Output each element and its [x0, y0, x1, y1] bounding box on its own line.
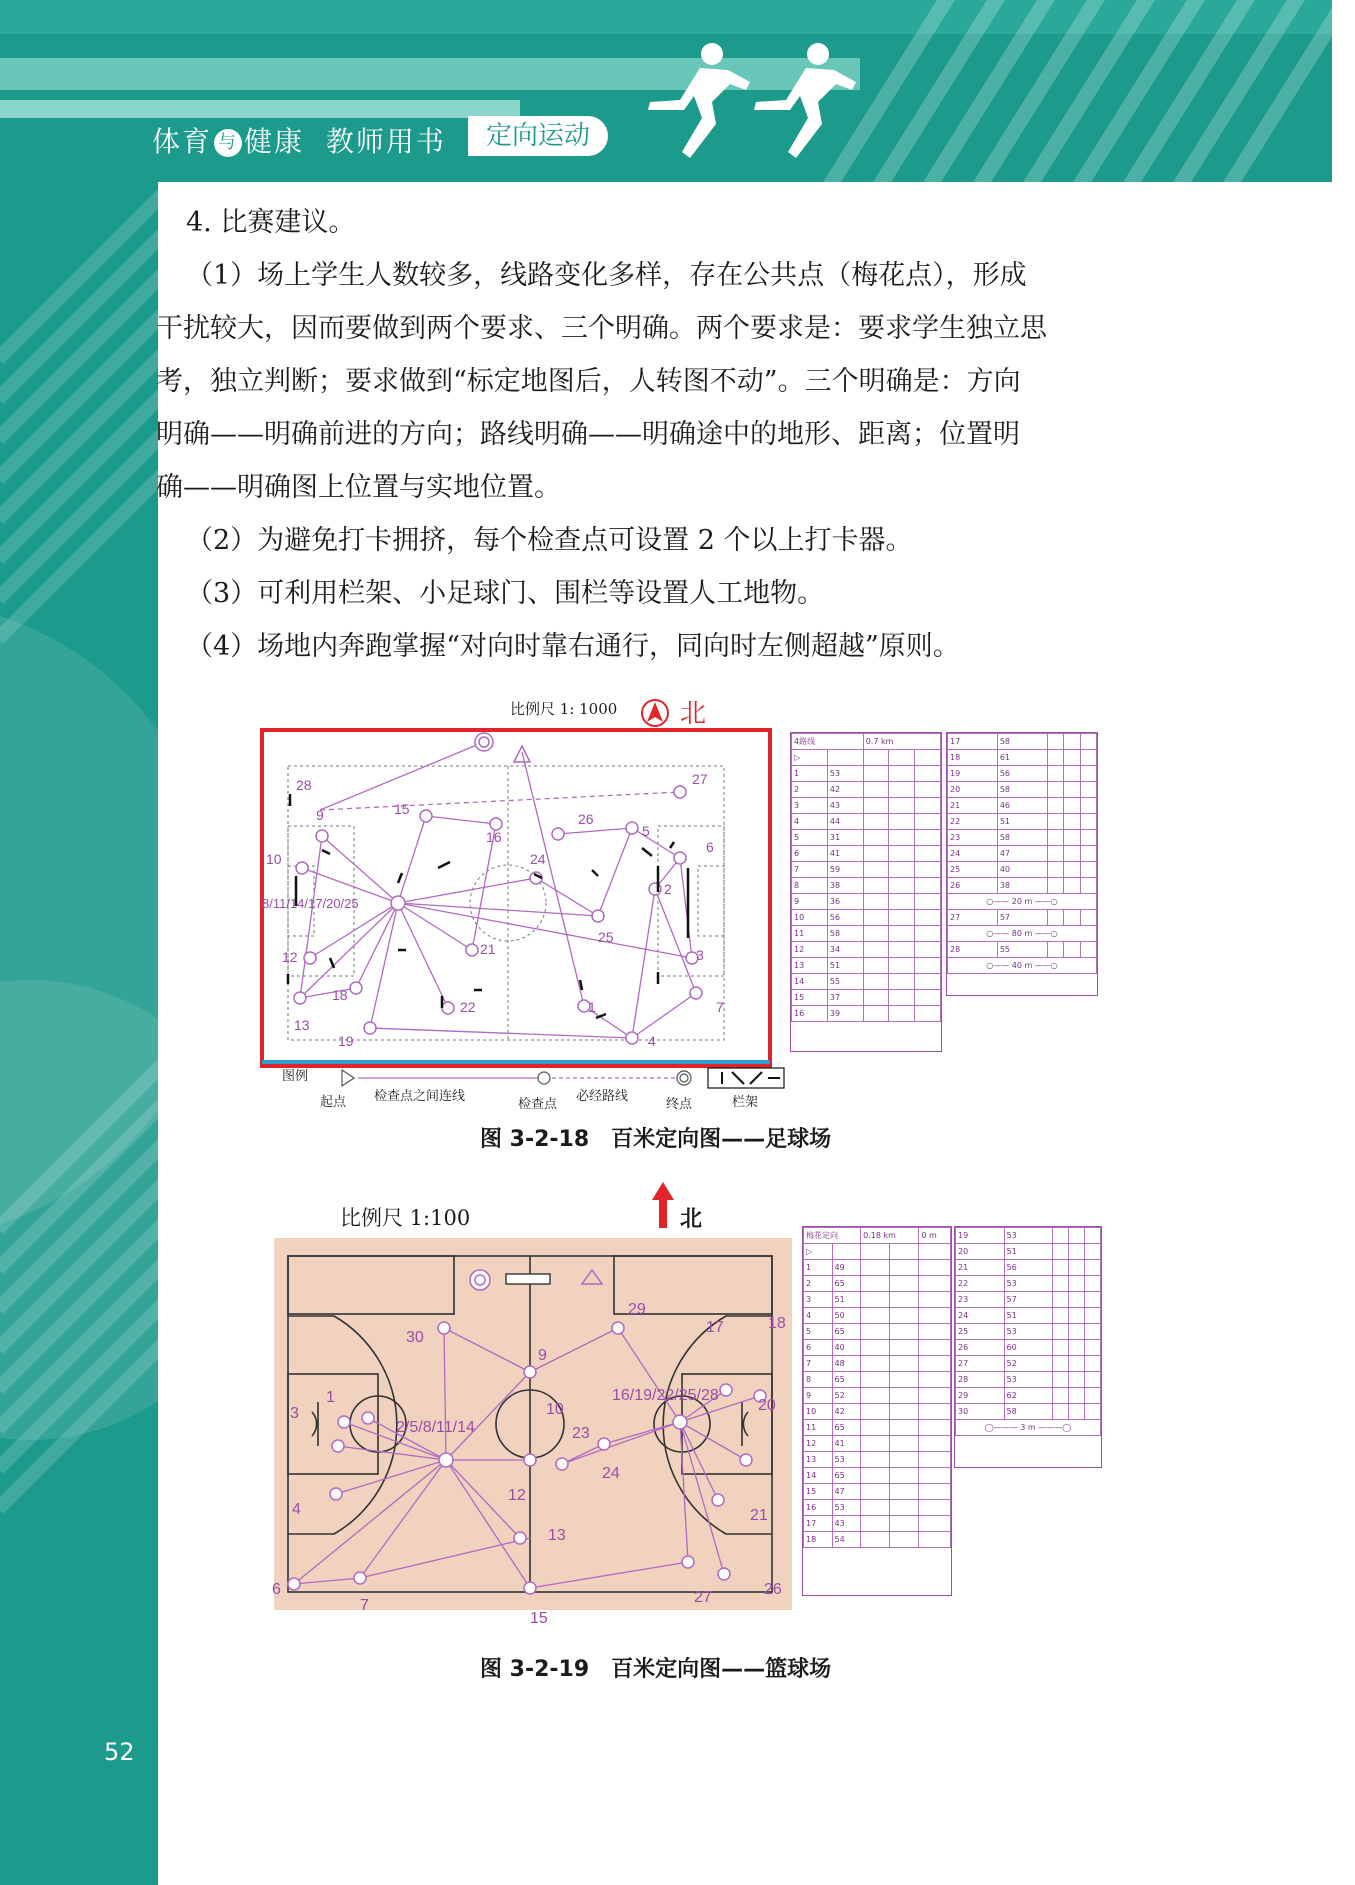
card-cell: 65 — [832, 1276, 861, 1292]
card-cell: 51 — [827, 958, 863, 974]
control-card-sheet: 梅花定向 0.18 km 0 m ▷ 1 49 2 65 3 51 4 50 5 65 6 40 7 48 8 65 9 52 10 42 11 65 12 41 13 53 14 65 15 47 16 53 17 43 18 54 — [802, 1226, 952, 1596]
figure1-caption: 图 3-2-18 百米定向图——足球场 — [480, 1127, 832, 1152]
card-cell: 26 — [956, 1340, 1005, 1356]
card-cell: 41 — [832, 1436, 861, 1452]
card-cell: 55 — [827, 974, 863, 990]
card-cell: 53 — [832, 1500, 861, 1516]
card-cell: 58 — [997, 782, 1047, 798]
control-label: 1 — [588, 999, 596, 1015]
paragraph-line: 明确——明确前进的方向；路线明确——明确途中的地形、距离；位置明 — [156, 419, 1020, 450]
control-label: 19 — [338, 1033, 354, 1049]
card-cell: 25 — [956, 1324, 1005, 1340]
paragraph-line: 确——明确图上位置与实地位置。 — [156, 472, 561, 503]
distance-label: 20 m — [1011, 897, 1033, 906]
card-cell: 28 — [956, 1372, 1005, 1388]
card-cell: 12 — [792, 942, 828, 958]
control-label: 25 — [598, 929, 614, 945]
card-cell: 24 — [948, 846, 998, 862]
card-header: 0 m — [919, 1228, 951, 1244]
control-label: 6 — [706, 839, 714, 855]
card-cell: 31 — [827, 830, 863, 846]
card-cell: 49 — [832, 1260, 861, 1276]
paragraph-line: 考，独立判断；要求做到“标定地图后，人转图不动”。三个明确是：方向 — [156, 366, 1021, 397]
control-label: 28 — [296, 777, 312, 793]
card-cell: 1 — [804, 1260, 833, 1276]
card-cell: 58 — [997, 830, 1047, 846]
paragraph-line: （4）场地内奔跑掌握“对向时靠右通行，同向时左侧超越”原则。 — [186, 631, 960, 662]
card-cell: 56 — [997, 766, 1047, 782]
card-cell: 9 — [804, 1388, 833, 1404]
figure2-caption: 图 3-2-19 百米定向图——篮球场 — [480, 1657, 832, 1682]
card-cell: 10 — [792, 910, 828, 926]
control-card-sheet: 19 53 20 51 21 56 22 53 23 57 24 51 25 53 26 60 27 52 28 53 29 62 30 58 ◯——— 3 m ———◯ — [954, 1226, 1102, 1468]
card-cell: 17 — [804, 1516, 833, 1532]
control-label: 17 — [706, 1319, 724, 1336]
card-cell: 17 — [948, 734, 998, 750]
card-cell: 58 — [997, 734, 1047, 750]
control-label: 27 — [694, 1589, 712, 1606]
decor-circle — [0, 980, 260, 1440]
card-cell: 53 — [1004, 1372, 1053, 1388]
card-cell: 18 — [804, 1532, 833, 1548]
figure2-north-label: 北 — [680, 1207, 703, 1232]
figure1-scale: 比例尺 1: 1000 — [510, 700, 618, 718]
legend-title: 图例 — [282, 1069, 309, 1084]
card-cell: 48 — [832, 1356, 861, 1372]
distance-label: 3 m — [1020, 1423, 1036, 1432]
card-cell: 53 — [1004, 1324, 1053, 1340]
control-label: 2 — [664, 881, 672, 897]
card-cell: 46 — [997, 798, 1047, 814]
card-cell: 53 — [1004, 1276, 1053, 1292]
card-cell: 38 — [997, 878, 1047, 894]
card-cell: 65 — [832, 1420, 861, 1436]
title-text: 教师用书 — [325, 125, 446, 158]
control-label: 4 — [292, 1501, 301, 1518]
control-label: 10 — [266, 851, 282, 867]
control-label: 9 — [316, 807, 324, 823]
section-tag: 定向运动 — [468, 116, 608, 156]
card-cell: 11 — [804, 1420, 833, 1436]
figure1-north-label: 北 — [680, 699, 707, 729]
page-number: 52 — [104, 1738, 135, 1766]
control-label: 12 — [508, 1487, 526, 1504]
football-field-map — [260, 728, 772, 1068]
card-cell: 40 — [997, 862, 1047, 878]
legend-barrier: 栏架 — [732, 1095, 759, 1110]
control-label: 3 — [696, 947, 704, 963]
card-cell: 56 — [827, 910, 863, 926]
card-cell: 58 — [827, 926, 863, 942]
card-cell: 15 — [792, 990, 828, 1006]
left-decorative-band — [0, 0, 158, 1885]
card-cell: 20 — [948, 782, 998, 798]
control-label: 13 — [294, 1017, 310, 1033]
card-cell: 9 — [792, 894, 828, 910]
card-cell: 16 — [792, 1006, 828, 1022]
control-label: 24 — [530, 851, 546, 867]
card-cell: 57 — [1004, 1292, 1053, 1308]
card-cell: 18 — [948, 750, 998, 766]
card-cell: 50 — [832, 1308, 861, 1324]
title-text: 体育 — [152, 125, 213, 158]
control-label: 26 — [764, 1581, 782, 1598]
card-cell: 14 — [792, 974, 828, 990]
section-heading: 4. 比赛建议。 — [186, 207, 356, 238]
control-label: 21 — [750, 1507, 768, 1524]
card-cell: 42 — [827, 782, 863, 798]
card-cell: 58 — [1004, 1404, 1053, 1420]
card-cell: 43 — [827, 798, 863, 814]
distance-label: 40 m — [1011, 961, 1033, 970]
card-cell: 6 — [804, 1340, 833, 1356]
card-cell: 19 — [948, 766, 998, 782]
card-cell: 38 — [827, 878, 863, 894]
control-label: 15 — [394, 801, 410, 817]
map-legend — [280, 1066, 800, 1110]
card-cell: 6 — [792, 846, 828, 862]
card-cell: 41 — [827, 846, 863, 862]
control-label: 20 — [758, 1397, 776, 1414]
card-cell: 30 — [956, 1404, 1005, 1420]
control-label: 3 — [290, 1405, 299, 1422]
legend-start: 起点 — [320, 1095, 347, 1110]
control-label: 7 — [716, 999, 724, 1015]
basketball-court-map — [272, 1238, 792, 1614]
card-cell: 22 — [956, 1276, 1005, 1292]
card-cell: 65 — [832, 1372, 861, 1388]
card-cell: 26 — [948, 878, 998, 894]
card-cell: 25 — [948, 862, 998, 878]
card-cell: 53 — [1004, 1228, 1053, 1244]
card-cell: 54 — [832, 1532, 861, 1548]
card-cell: 7 — [804, 1356, 833, 1372]
card-cell: 61 — [997, 750, 1047, 766]
card-cell: 8 — [792, 878, 828, 894]
control-label: 7 — [360, 1597, 369, 1614]
control-label: 13 — [548, 1527, 566, 1544]
control-label: 24 — [602, 1465, 620, 1482]
card-header: 0.18 km — [861, 1228, 919, 1244]
card-cell: 51 — [997, 814, 1047, 830]
card-cell: 5 — [804, 1324, 833, 1340]
card-cell: 53 — [827, 766, 863, 782]
card-cell: 60 — [1004, 1340, 1053, 1356]
card-cell: 39 — [827, 1006, 863, 1022]
card-cell: 15 — [804, 1484, 833, 1500]
card-cell: 16 — [804, 1500, 833, 1516]
card-cell: 51 — [1004, 1308, 1053, 1324]
north-arrow-icon — [650, 1180, 676, 1230]
card-cell: 7 — [792, 862, 828, 878]
header-band — [0, 100, 520, 118]
distance-label: 80 m — [1011, 929, 1033, 938]
control-label: 8/11/14/17/20/25 — [262, 896, 359, 911]
control-label: 21 — [480, 941, 496, 957]
card-cell: 29 — [956, 1388, 1005, 1404]
control-label: 18 — [768, 1315, 786, 1332]
control-label: 16 — [486, 829, 502, 845]
card-cell: 21 — [956, 1260, 1005, 1276]
control-label: 29 — [628, 1301, 646, 1318]
card-cell: 65 — [832, 1468, 861, 1484]
card-cell: 52 — [832, 1388, 861, 1404]
legend-finish: 终点 — [666, 1097, 693, 1112]
figure2-scale: 比例尺 1:100 — [340, 1206, 471, 1230]
paragraph-line: 干扰较大，因而要做到两个要求、三个明确。两个要求是：要求学生独立思 — [156, 313, 1047, 344]
control-label: 1 — [326, 1389, 335, 1406]
card-cell: 1 — [792, 766, 828, 782]
control-label: 26 — [578, 811, 594, 827]
card-cell: 51 — [1004, 1244, 1053, 1260]
card-cell: 27 — [956, 1356, 1005, 1372]
paragraph-line: （2）为避免打卡拥挤，每个检查点可设置 2 个以上打卡器。 — [186, 525, 913, 556]
control-label: 27 — [692, 771, 708, 787]
card-cell: 47 — [832, 1484, 861, 1500]
card-cell: 13 — [792, 958, 828, 974]
card-cell: 20 — [956, 1244, 1005, 1260]
card-cell: 3 — [804, 1292, 833, 1308]
card-cell: 11 — [792, 926, 828, 942]
card-cell: 36 — [827, 894, 863, 910]
card-cell: 59 — [827, 862, 863, 878]
control-label: 2/5/8/11/14 — [396, 1419, 475, 1436]
card-cell: 53 — [832, 1452, 861, 1468]
control-label: 16/19/22/25/28 — [612, 1387, 719, 1404]
book-title — [152, 120, 446, 160]
paragraph-line: （3）可利用栏架、小足球门、围栏等设置人工地物。 — [186, 578, 825, 609]
card-cell: 12 — [804, 1436, 833, 1452]
control-label: 4 — [648, 1033, 656, 1049]
card-cell: 28 — [948, 942, 998, 958]
card-cell: 44 — [827, 814, 863, 830]
card-cell: 23 — [948, 830, 998, 846]
card-cell: 22 — [948, 814, 998, 830]
card-header: 梅花定向 — [804, 1228, 861, 1244]
card-cell: 65 — [832, 1324, 861, 1340]
control-label: 12 — [282, 949, 298, 965]
control-label: 30 — [406, 1329, 424, 1346]
card-cell: 62 — [1004, 1388, 1053, 1404]
card-header: 0.7 km — [863, 734, 940, 750]
page-header — [0, 0, 1332, 182]
card-cell: 19 — [956, 1228, 1005, 1244]
paragraph-line: （1）场上学生人数较多，线路变化多样，存在公共点（梅花点），形成 — [186, 260, 1027, 291]
card-cell: 56 — [1004, 1260, 1053, 1276]
legend-control: 检查点 — [518, 1097, 558, 1112]
card-cell: 42 — [832, 1404, 861, 1420]
card-cell: 43 — [832, 1516, 861, 1532]
card-cell: 57 — [997, 910, 1047, 926]
card-cell: 2 — [804, 1276, 833, 1292]
title-text: 健康 — [244, 125, 305, 158]
card-header: 4路线 — [792, 734, 864, 750]
control-label: 9 — [538, 1347, 547, 1364]
card-cell: 40 — [832, 1340, 861, 1356]
card-cell: 3 — [792, 798, 828, 814]
control-card-sheet: 4路线 0.7 km ▷ 1 53 2 42 3 43 4 44 5 31 6 41 7 59 8 38 9 36 10 56 11 58 12 34 13 51 14 55 15 37 16 39 — [790, 732, 942, 1052]
control-label: 23 — [572, 1425, 590, 1442]
card-cell: 34 — [827, 942, 863, 958]
card-cell: 8 — [804, 1372, 833, 1388]
legend-mandatory-route: 必经路线 — [576, 1089, 629, 1104]
card-cell: 13 — [804, 1452, 833, 1468]
card-cell: 21 — [948, 798, 998, 814]
card-cell: 4 — [792, 814, 828, 830]
card-cell: 23 — [956, 1292, 1005, 1308]
control-label: 6 — [272, 1581, 281, 1598]
legend-connector: 检查点之间连线 — [374, 1089, 466, 1104]
card-cell: 2 — [792, 782, 828, 798]
control-label: 10 — [546, 1401, 564, 1418]
card-cell: 14 — [804, 1468, 833, 1484]
card-cell: 37 — [827, 990, 863, 1006]
runner-icon — [620, 40, 860, 170]
card-cell: 24 — [956, 1308, 1005, 1324]
control-label: 15 — [530, 1610, 548, 1627]
control-label: 18 — [332, 987, 348, 1003]
card-cell: 10 — [804, 1404, 833, 1420]
card-cell: 47 — [997, 846, 1047, 862]
card-cell: 55 — [997, 942, 1047, 958]
card-cell: 51 — [832, 1292, 861, 1308]
card-cell: 5 — [792, 830, 828, 846]
control-label: 22 — [460, 999, 476, 1015]
card-cell: 4 — [804, 1308, 833, 1324]
control-card-sheet: 17 58 18 61 19 56 20 58 21 46 22 51 23 58 24 47 25 40 26 38 ○—— 20 m ——○ 27 57 ○—— 80 m ——○ 28 55 ○—— 40 m ——○ — [946, 732, 1098, 996]
title-yu-badge: 与 — [214, 129, 242, 157]
control-label: 5 — [642, 823, 650, 839]
card-cell: 52 — [1004, 1356, 1053, 1372]
north-arrow-icon — [640, 698, 670, 728]
card-cell: 27 — [948, 910, 998, 926]
